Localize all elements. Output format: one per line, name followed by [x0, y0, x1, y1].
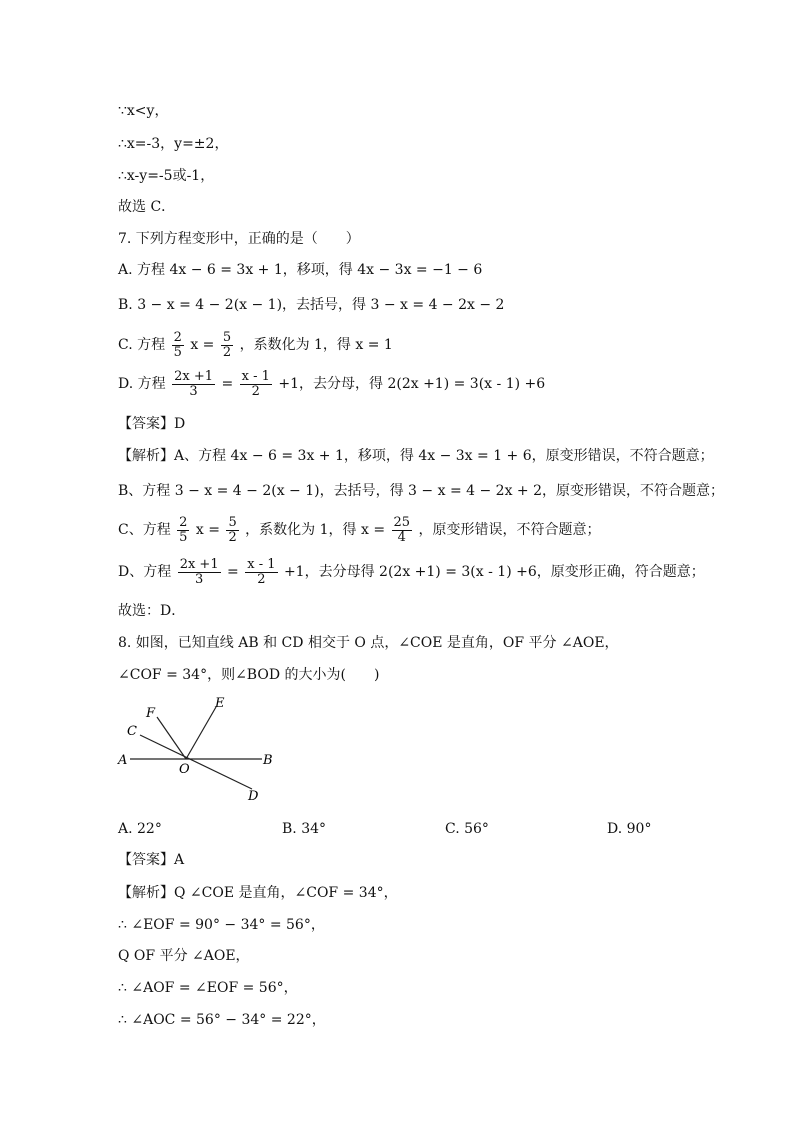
choose-7: 故选：D．	[118, 603, 186, 619]
equation-text: =	[227, 564, 239, 580]
numerator: 25	[393, 514, 411, 530]
equation-text: ，系数化为 1，得 x =	[245, 522, 386, 538]
option-c-label: C. 方程	[118, 337, 166, 353]
numerator: 2x +1	[174, 368, 213, 384]
text-line: 故选 C．	[118, 199, 176, 215]
denominator: 2	[251, 383, 260, 399]
equation-text: =	[221, 376, 234, 392]
text-line: ∴x=-3，y=±2，	[118, 136, 229, 152]
equation-text: +1，去分母得 2(2x +1) = 3(x - 1) +6，原变形正确，符合题意；	[283, 564, 705, 580]
option-d: D. 90°	[607, 821, 652, 837]
label-f: F	[146, 706, 156, 721]
label-e: E	[215, 697, 225, 711]
question-8-stem-cont: ∠COF = 34°，则∠BOD 的大小为( )	[118, 667, 380, 683]
numerator: x - 1	[247, 556, 276, 572]
solution-step: Q OF 平分 ∠AOE，	[118, 948, 250, 964]
option-d-label: D. 方程	[118, 376, 166, 392]
option-a: A. 22°	[118, 821, 162, 837]
option-c: C. 56°	[445, 821, 489, 837]
label-d: D	[248, 789, 259, 804]
denominator: 5	[179, 529, 188, 545]
line-cd	[140, 735, 252, 789]
ray-oe	[186, 707, 216, 759]
option-a: A. 方程 4x − 6 = 3x + 1，移项，得 4x − 3x = −1 − 6	[118, 262, 483, 278]
numerator: 2	[179, 514, 188, 530]
numerator: 2x +1	[179, 556, 219, 572]
fraction	[221, 331, 233, 360]
numerator: 5	[222, 329, 232, 345]
denominator: 5	[173, 344, 182, 360]
solution-step: ∴ ∠AOF = ∠EOF = 56°，	[118, 980, 298, 996]
fraction	[392, 516, 413, 545]
numerator: 5	[228, 514, 237, 530]
solution-step: ∴ ∠AOC = 56° − 34° = 22°，	[118, 1012, 326, 1028]
fraction	[172, 370, 215, 399]
ray-of	[157, 717, 186, 759]
denominator: 4	[397, 529, 406, 545]
denominator: 2	[228, 529, 237, 545]
geometry-figure	[112, 697, 292, 807]
denominator: 3	[195, 571, 204, 587]
equation-text: x =	[190, 337, 215, 353]
fraction	[178, 558, 221, 587]
solution-step: 【解析】Q ∠COE 是直角，∠COF = 34°，	[118, 885, 398, 901]
question-7-stem: 7. 下列方程变形中，正确的是（ ）	[118, 231, 360, 247]
option-b: B. 3 − x = 4 − 2(x − 1)，去括号，得 3 − x = 4 − 2x − 2	[118, 297, 505, 313]
explanation-d-label: D、方程	[118, 564, 172, 580]
label-b: B	[263, 753, 273, 768]
fraction	[226, 516, 238, 545]
fraction	[245, 558, 277, 587]
explanation-a: 【解析】A、方程 4x − 6 = 3x + 1，移项，得 4x − 3x = 1 + 6，原变形错误，不符合题意；	[118, 448, 714, 464]
equation-text: +1，去分母，得 2(2x +1) = 3(x - 1) +6	[278, 376, 546, 392]
denominator: 3	[189, 383, 198, 399]
equation-text: ，原变形错误，不符合题意；	[418, 522, 601, 538]
explanation-c	[118, 513, 754, 547]
question-8-stem: 8. 如图，已知直线 AB 和 CD 相交于 O 点，∠COE 是直角，OF 平分 ∠AOE，	[118, 635, 619, 651]
numerator: 2	[173, 329, 182, 345]
option-b: B. 34°	[282, 821, 327, 837]
fraction	[240, 370, 272, 399]
explanation-b: B、方程 3 − x = 4 − 2(x − 1)，去括号，得 3 − x = 4 − 2x + 2，原变形错误，不符合题意；	[118, 483, 724, 499]
numerator: x - 1	[241, 368, 270, 384]
label-c: C	[127, 724, 137, 739]
fraction	[172, 331, 184, 360]
text-line: ∴x-y=-5或-1，	[118, 168, 215, 184]
denominator: 2	[222, 344, 232, 360]
option-c	[118, 328, 754, 362]
explanation-c-label: C、方程	[118, 522, 171, 538]
answer-8: 【答案】A	[118, 852, 185, 868]
solution-step: ∴ ∠EOF = 90° − 34° = 56°，	[118, 917, 325, 933]
denominator: 2	[257, 571, 266, 587]
label-a: A	[118, 753, 128, 768]
equation-text: x =	[195, 522, 220, 538]
equation-text: ，系数化为 1，得 x = 1	[239, 337, 393, 353]
fraction	[177, 516, 189, 545]
option-d	[118, 367, 754, 401]
text-line: ∵x<y，	[118, 103, 169, 119]
explanation-d	[118, 555, 754, 589]
label-o: O	[179, 762, 190, 777]
answer-7: 【答案】D	[118, 416, 186, 432]
